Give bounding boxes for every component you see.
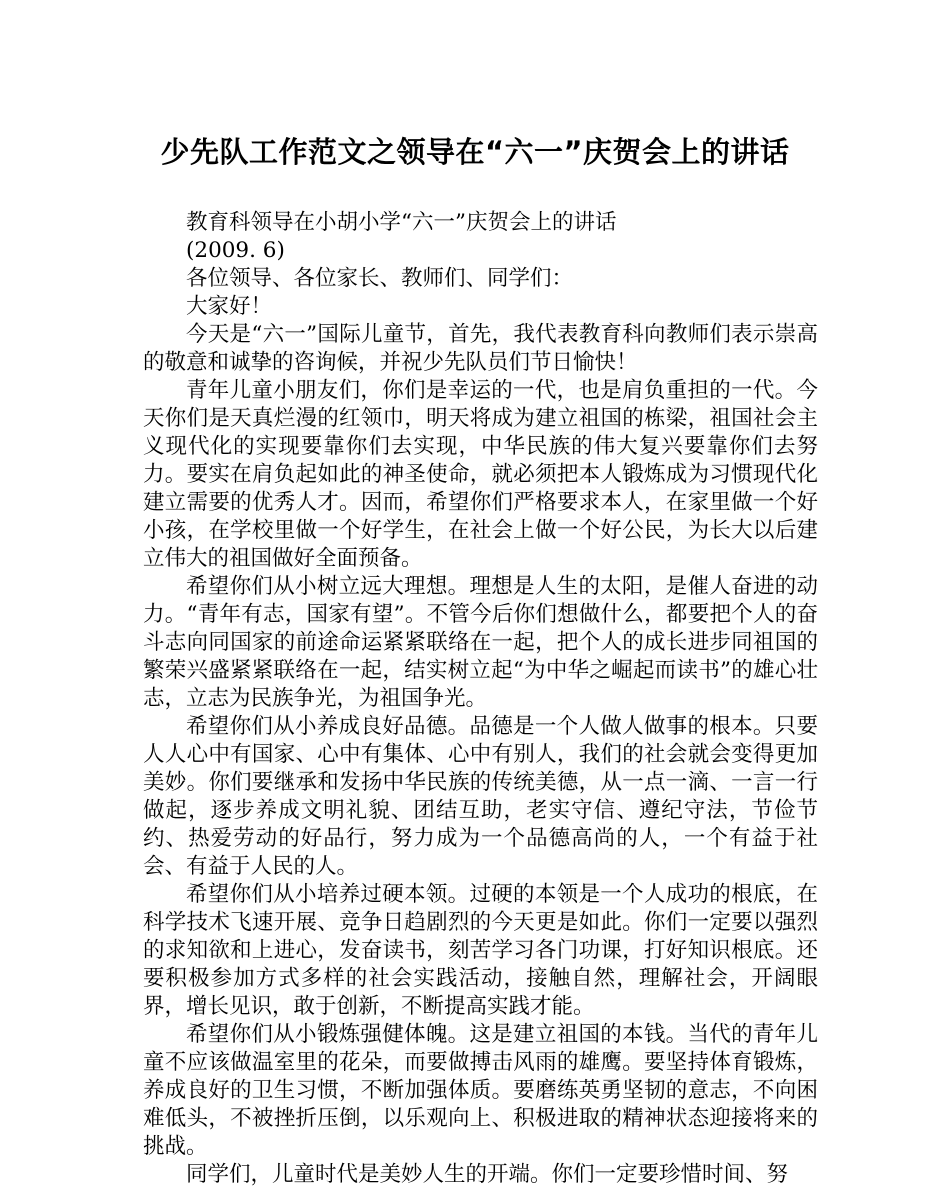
paragraph: 同学们，儿童时代是美妙人生的开端。你们一定要珍惜时间、努: [186, 1162, 789, 1187]
speech-heading: 教育科领导在小胡小学“六一”庆贺会上的讲话: [186, 210, 617, 235]
salutation: 各位领导、各位家长、教师们、同学们：: [186, 266, 574, 291]
paragraph: 希望你们从小树立远大理想。理想是人生的太阳，是催人奋进的动力。“青年有志，国家有望”。不管今后你们想做什么，都要把个人的奋斗志向同国家的前途命运紧紧联络在一起，把个人的成长进步同祖国的繁荣兴盛紧紧联络在一起，结实树立起“为中华之崛起而读书”的雄心壮志，立志为民族争光，为祖国争光。: [143, 574, 818, 711]
paragraph: 今天是“六一”国际儿童节，首先，我代表教育科向教师们表示崇高的敬意和诚挚的咨询候，并祝少先队员们节日愉快！: [143, 322, 818, 375]
paragraph: 青年儿童小朋友们，你们是幸运的一代，也是肩负重担的一代。今天你们是天真烂漫的红领巾，明天将成为建立祖国的栋梁，祖国社会主义现代化的实现要靠你们去实现，中华民族的伟大复兴要靠你们去努力。要实在肩负起如此的神圣使命，就必须把本人锻炼成为习惯现代化建立需要的优秀人才。因而，希望你们严格要求本人，在家里做一个好小孩，在学校里做一个好学生，在社会上做一个好公民，为长大以后建立伟大的祖国做好全面预备。: [143, 378, 818, 571]
paragraph: 希望你们从小培养过硬本领。过硬的本领是一个人成功的根底，在科学技术飞速开展、竞争日趋剧烈的今天更是如此。你们一定要以强烈的求知欲和上进心，发奋读书，刻苦学习各门功课，打好知识根底。还要积极参加方式多样的社会实践活动，接触自然，理解社会，开阔眼界，增长见识，敢于创新，不断提高实践才能。: [143, 882, 818, 1019]
document-body: [143, 209, 818, 1189]
paragraph: 希望你们从小锻炼强健体魄。这是建立祖国的本钱。当代的青年儿童不应该做温室里的花朵，而要做搏击风雨的雄鹰。要坚持体育锻炼，养成良好的卫生习惯，不断加强体质。要磨练英勇坚韧的意志，不向困难低头，不被挫折压倒，以乐观向上、积极进取的精神状态迎接将来的挑战。: [143, 1022, 818, 1159]
speech-date: (2009. 6): [186, 238, 285, 263]
paragraph: 希望你们从小养成良好品德。品德是一个人做人做事的根本。只要人人心中有国家、心中有集体、心中有别人，我们的社会就会变得更加美妙。你们要继承和发扬中华民族的传统美德，从一点一滴、一言一行做起，逐步养成文明礼貌、团结互助，老实守信、遵纪守法，节俭节约、热爱劳动的好品行，努力成为一个品德高尚的人，一个有益于社会、有益于人民的人。: [143, 714, 818, 879]
document-title: 少先队工作范文之领导在“六一”庆贺会上的讲话: [160, 135, 790, 169]
greeting: 大家好！: [186, 294, 273, 319]
